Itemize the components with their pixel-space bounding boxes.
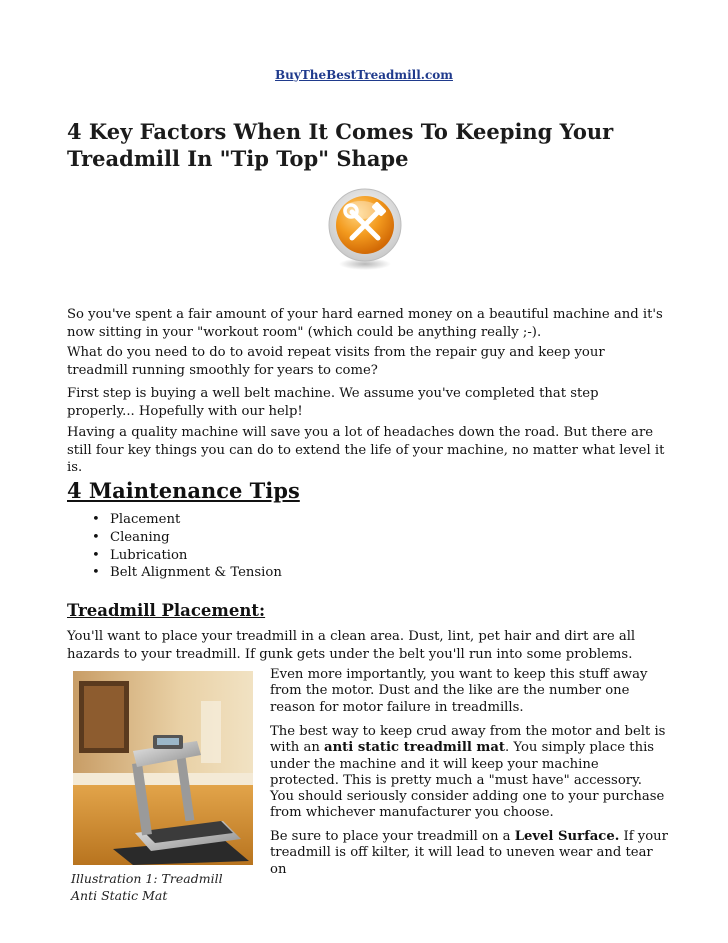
- level-paragraph: [270, 829, 670, 878]
- page-title: 4 Key Factors When It Comes To Keeping Your Treadmill In "Tip Top" Shape: [67, 119, 614, 171]
- level-surface-emphasis: Level Surface.: [514, 829, 620, 844]
- site-link[interactable]: BuyTheBestTreadmill.com: [275, 68, 453, 82]
- list-item: • Cleaning: [92, 529, 282, 547]
- figure-caption: Illustration 1: Treadmill Anti Static Mat: [71, 871, 223, 903]
- list-item: • Belt Alignment & Tension: [92, 564, 282, 582]
- mat-link: anti static treadmill mat: [324, 740, 506, 756]
- intro-paragraph: Having a quality machine will save you a lot of headaches down the road. But there are still four key things you can do to extend the life of your machine, no matter what level it is.: [67, 425, 665, 475]
- tools-icon: [327, 188, 403, 274]
- mat-text: . You simply place this under the machine and it will keep your machine protected. This is pretty much a "must have" accessory. You should seriously consider adding one to your purchase from whichever manufacturer you choose.: [270, 740, 665, 821]
- placement-paragraph: You'll want to place your treadmill in a clean area. Dust, lint, pet hair and dirt are all hazards to your treadmill. If gunk gets under the belt you'll run into some problems.: [67, 629, 636, 662]
- intro-paragraph: So you've spent a fair amount of your hard earned money on a beautiful machine and it's now sitting in your "workout room" (which could be anything really ;-).: [67, 307, 663, 340]
- tips-heading: 4 Maintenance Tips: [67, 478, 300, 503]
- list-item: • Lubrication: [92, 547, 282, 565]
- placement-heading: Treadmill Placement:: [67, 601, 266, 620]
- treadmill-illustration: [73, 671, 253, 865]
- motor-paragraph: Even more importantly, you want to keep this stuff away from the motor. Dust and the like are the number one reason for motor failure in treadmills.: [270, 667, 648, 715]
- intro-paragraph: What do you need to do to avoid repeat visits from the repair guy and keep your treadmill running smoothly for years to come?: [67, 345, 605, 378]
- mat-text: The best way to keep crud away from the motor and belt is with an: [270, 724, 666, 756]
- intro-paragraph: First step is buying a well belt machine. We assume you've completed that step properly... Hopefully with our help!: [67, 386, 599, 419]
- level-text: Be sure to place your treadmill on a: [270, 829, 515, 844]
- list-item: • Placement: [92, 511, 282, 529]
- mat-paragraph: [270, 724, 670, 822]
- level-text: If your treadmill is off kilter, it will lead to uneven wear and tear on: [270, 829, 668, 877]
- tips-list: [92, 511, 282, 582]
